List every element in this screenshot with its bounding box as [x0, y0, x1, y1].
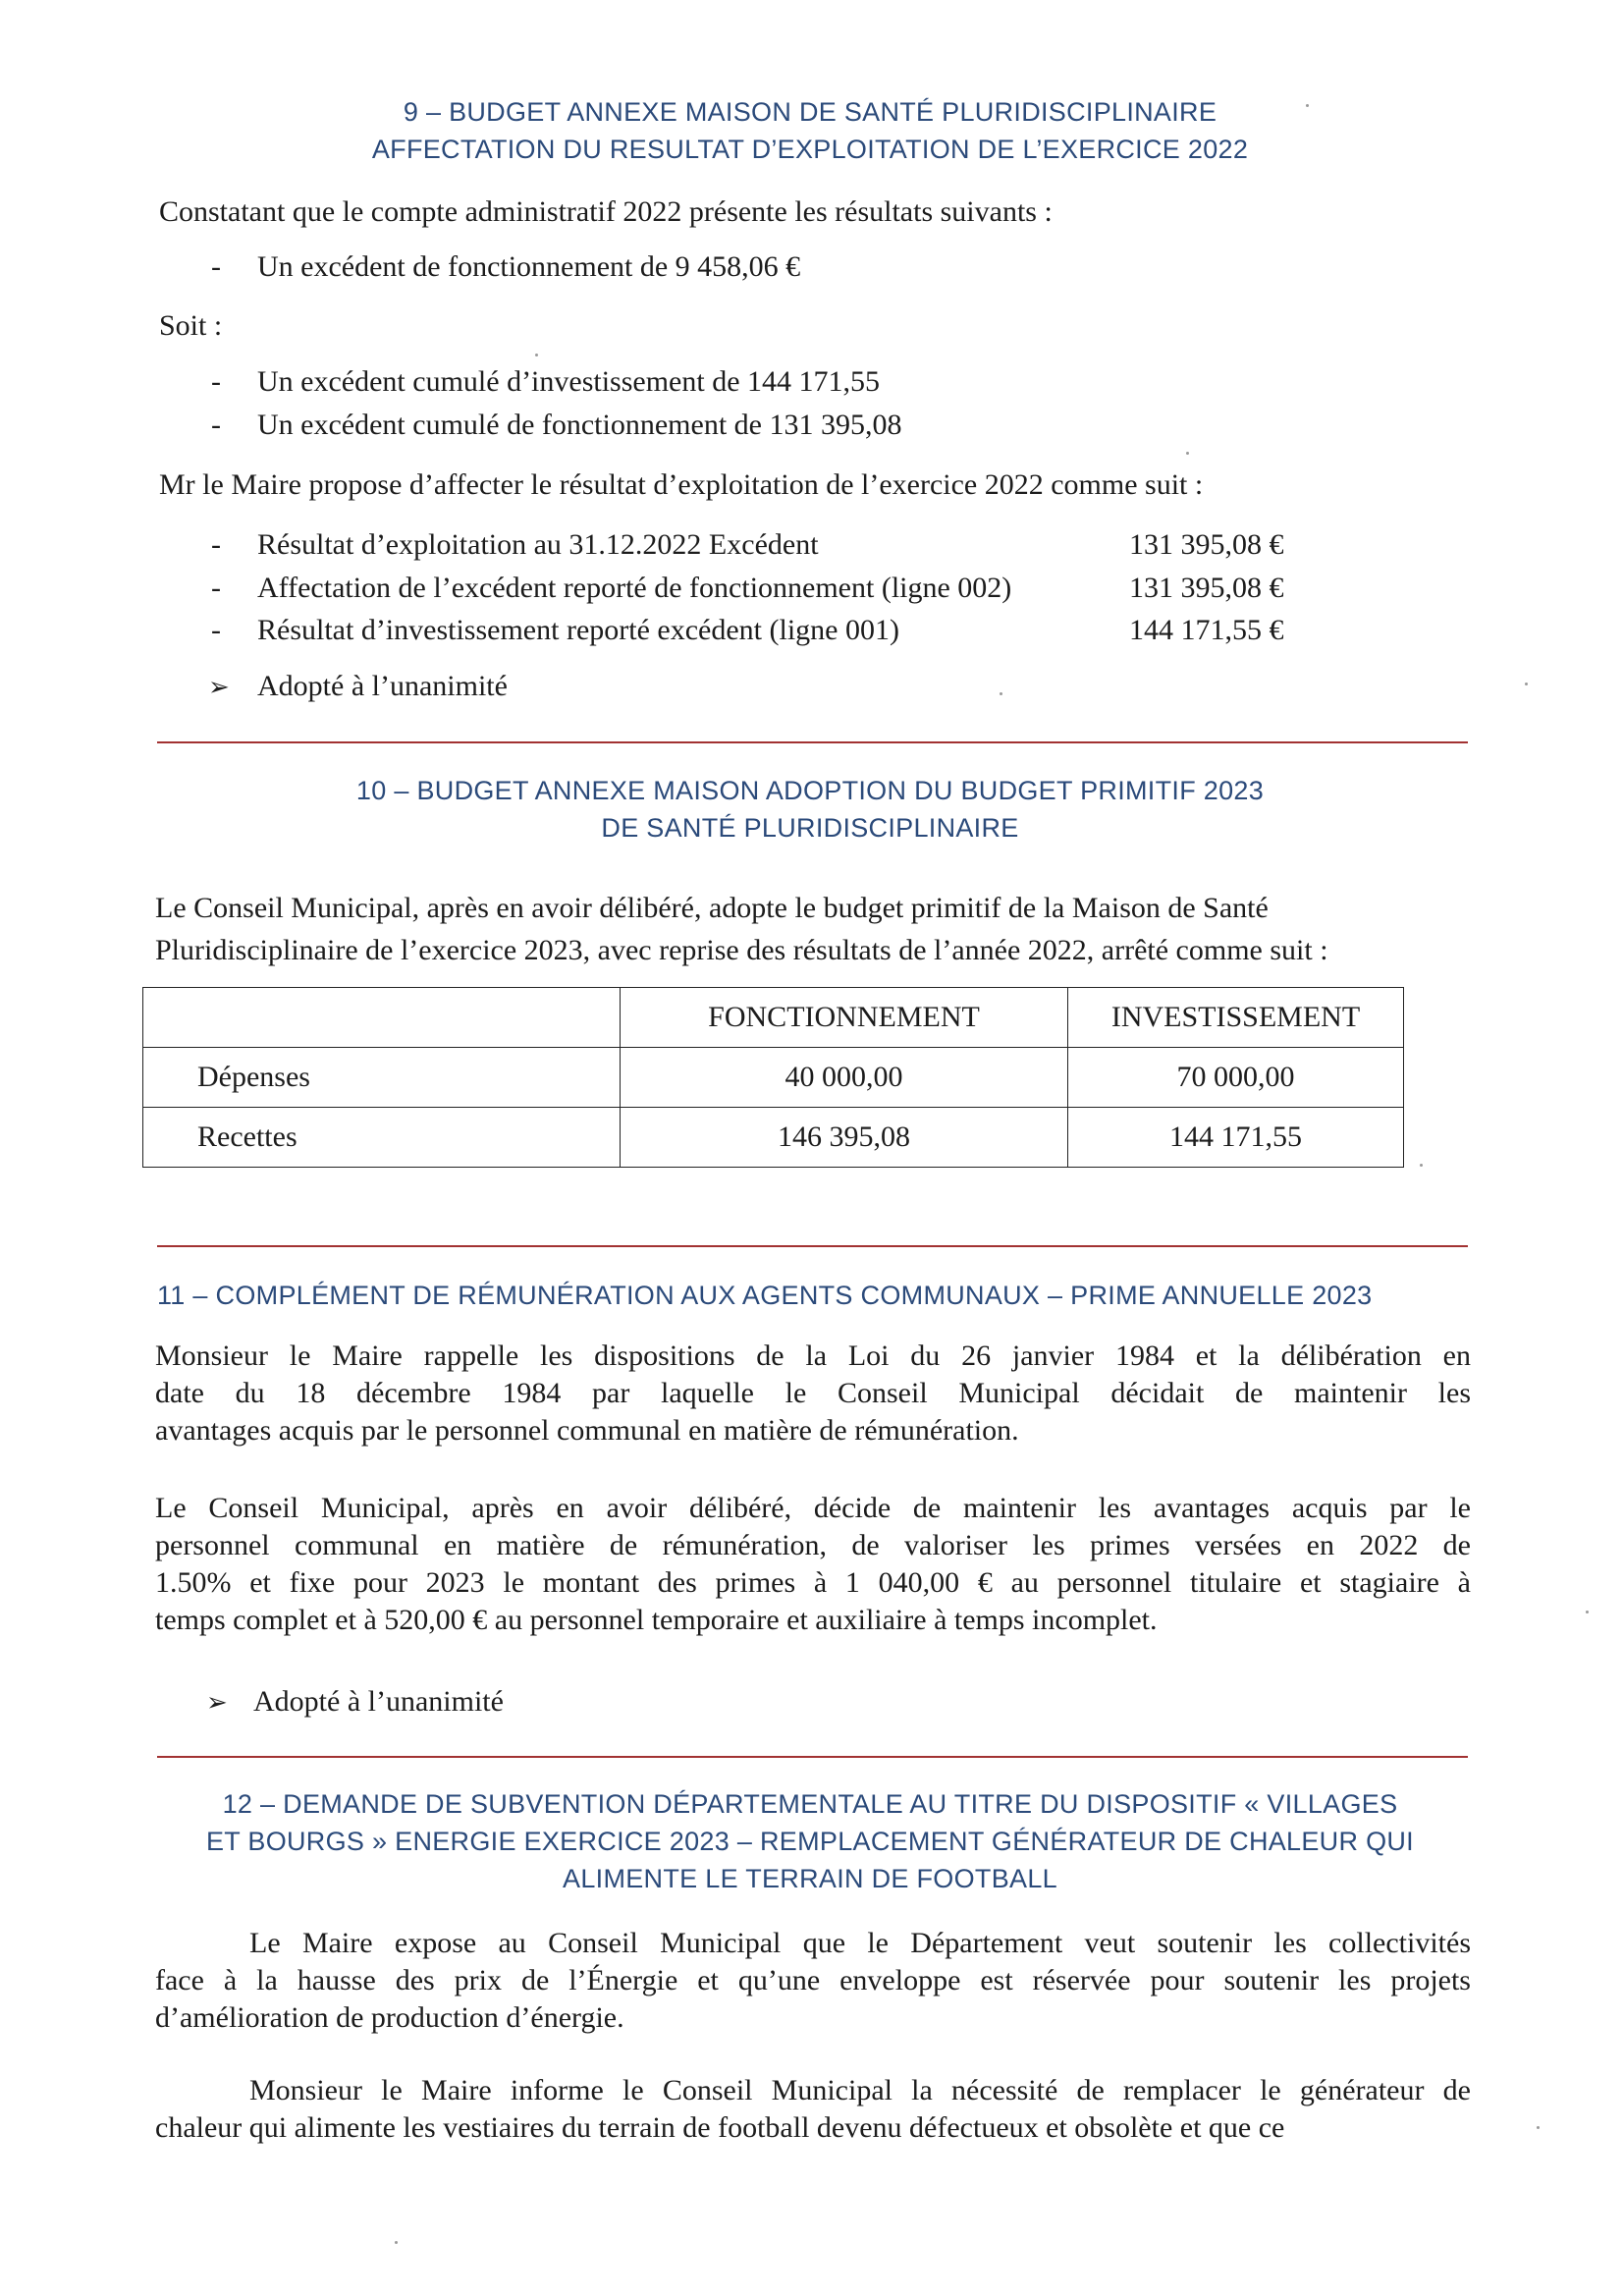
- table-header-cell: [143, 988, 621, 1048]
- allocation-line-label: Affectation de l’excédent reporté de fonctionnement (ligne 002): [257, 572, 1012, 604]
- scan-speck: [1586, 1611, 1589, 1613]
- section9-title: [147, 93, 1473, 168]
- table-header-row: [143, 988, 1404, 1048]
- section10-text-line2: Pluridisciplinaire de l’exercice 2023, avec reprise des résultats de l’année 2022, arrêté comme suit :: [155, 934, 1328, 966]
- section12-title-line2: ET BOURGS » ENERGIE EXERCICE 2023 – REMPLACEMENT GÉNÉRATEUR DE CHALEUR QUI: [205, 1827, 1414, 1856]
- paragraph-line: face à la hausse des prix de l’Énergie et qu’une enveloppe est réservée pour soutenir les projets: [155, 1964, 1471, 1996]
- section9-proposal: Mr le Maire propose d’affecter le résultat d’exploitation de l’exercice 2022 comme suit :: [159, 468, 1204, 501]
- table-cell: 40 000,00: [621, 1048, 1068, 1108]
- table-row: [143, 1108, 1404, 1168]
- table-header-cell: INVESTISSEMENT: [1068, 988, 1404, 1048]
- section11-vote: Adopté à l’unanimité: [253, 1685, 504, 1718]
- section12-title-line3: ALIMENTE LE TERRAIN DE FOOTBALL: [563, 1864, 1057, 1893]
- budget-table: [142, 987, 1404, 1168]
- paragraph-line: Le Maire expose au Conseil Municipal que le Département veut soutenir les collectivités: [249, 1927, 1471, 1959]
- table-cell: 70 000,00: [1068, 1048, 1404, 1108]
- paragraph-line: Monsieur le Maire informe le Conseil Municipal la nécessité de remplacer le générateur de: [249, 2074, 1471, 2106]
- section9-bullet1: Un excédent de fonctionnement de 9 458,06 €: [257, 250, 801, 283]
- section12-title-line1: 12 – DEMANDE DE SUBVENTION DÉPARTEMENTALE AU TITRE DU DISPOSITIF « VILLAGES: [222, 1789, 1398, 1819]
- paragraph-line: avantages acquis par le personnel communal en matière de rémunération.: [155, 1414, 1019, 1447]
- section9-intro: Constatant que le compte administratif 2022 présente les résultats suivants :: [159, 195, 1053, 228]
- scan-speck: [1525, 683, 1528, 685]
- arrow-bullet-icon: ➢: [208, 673, 230, 701]
- table-header-cell: FONCTIONNEMENT: [621, 988, 1068, 1048]
- bullet-dash: -: [211, 572, 221, 604]
- section-divider: [157, 1756, 1468, 1758]
- scan-speck: [1186, 452, 1189, 455]
- section12-paragraph2: [155, 2072, 1471, 2147]
- bullet-dash: -: [211, 409, 221, 441]
- section-divider: [157, 741, 1468, 743]
- bullet-dash: -: [211, 365, 221, 398]
- scan-speck: [1000, 692, 1002, 695]
- paragraph-line: temps complet et à 520,00 € au personnel temporaire et auxiliaire à temps incomplet.: [155, 1604, 1158, 1636]
- section9-soit: Soit :: [159, 309, 223, 342]
- table-cell: 144 171,55: [1068, 1108, 1404, 1168]
- scan-speck: [1306, 104, 1309, 107]
- scan-speck: [1420, 1164, 1423, 1167]
- scan-speck: [1537, 2126, 1540, 2129]
- section10-title-line1: 10 – BUDGET ANNEXE MAISON ADOPTION DU BUDGET PRIMITIF 2023: [355, 776, 1265, 805]
- paragraph-line: personnel communal en matière de rémunération, de valoriser les primes versées en 2022 de: [155, 1529, 1471, 1561]
- section9-title-line2: AFFECTATION DU RESULTAT D’EXPLOITATION DE L’EXERCICE 2022: [371, 135, 1249, 164]
- scan-speck: [395, 2241, 398, 2244]
- section11-paragraph1: [155, 1338, 1471, 1449]
- section9-bullet2: Un excédent cumulé d’investissement de 144 171,55: [257, 365, 881, 398]
- paragraph-line: d’amélioration de production d’énergie.: [155, 2001, 624, 2034]
- allocation-line-amount: 144 171,55 €: [1129, 614, 1284, 646]
- table-cell: 146 395,08: [621, 1108, 1068, 1168]
- table-cell: Recettes: [143, 1108, 621, 1168]
- section10-title-line2: DE SANTÉ PLURIDISCIPLINAIRE: [601, 813, 1019, 843]
- arrow-bullet-icon: ➢: [206, 1688, 228, 1717]
- section9-bullet3: Un excédent cumulé de fonctionnement de 131 395,08: [257, 409, 902, 441]
- section11-title: [157, 1277, 1483, 1314]
- allocation-line-amount: 131 395,08 €: [1129, 572, 1284, 604]
- paragraph-line: 1.50% et fixe pour 2023 le montant des primes à 1 040,00 € au personnel titulaire et stagiaire à: [155, 1566, 1471, 1599]
- section-divider: [157, 1245, 1468, 1247]
- section9-vote: Adopté à l’unanimité: [257, 670, 508, 702]
- paragraph-line: chaleur qui alimente les vestiaires du terrain de football devenu défectueux et obsolète et que ce: [155, 2111, 1285, 2144]
- paragraph-line: Monsieur le Maire rappelle les dispositions de la Loi du 26 janvier 1984 et la délibération en: [155, 1339, 1471, 1372]
- allocation-line-label: Résultat d’exploitation au 31.12.2022 Excédent: [257, 528, 819, 561]
- section11-title-text: 11 – COMPLÉMENT DE RÉMUNÉRATION AUX AGENTS COMMUNAUX – PRIME ANNUELLE 2023: [157, 1281, 1373, 1310]
- section9-title-line1: 9 – BUDGET ANNEXE MAISON DE SANTÉ PLURIDISCIPLINAIRE: [403, 97, 1217, 127]
- section12-paragraph1: [155, 1925, 1471, 2037]
- scan-speck: [535, 354, 538, 356]
- bullet-dash: -: [211, 250, 221, 283]
- allocation-line-label: Résultat d’investissement reporté excédent (ligne 001): [257, 614, 899, 646]
- bullet-dash: -: [211, 528, 221, 561]
- section11-paragraph2: [155, 1490, 1471, 1639]
- section10-text-line1: Le Conseil Municipal, après en avoir délibéré, adopte le budget primitif de la Maison de Santé: [155, 892, 1269, 924]
- section10-title: [147, 772, 1473, 847]
- table-cell: Dépenses: [143, 1048, 621, 1108]
- allocation-line-amount: 131 395,08 €: [1129, 528, 1284, 561]
- table-row: [143, 1048, 1404, 1108]
- paragraph-line: date du 18 décembre 1984 par laquelle le Conseil Municipal décidait de maintenir les: [155, 1377, 1471, 1409]
- bullet-dash: -: [211, 614, 221, 646]
- section12-title: [147, 1785, 1473, 1897]
- paragraph-line: Le Conseil Municipal, après en avoir délibéré, décide de maintenir les avantages acquis par le: [155, 1492, 1471, 1524]
